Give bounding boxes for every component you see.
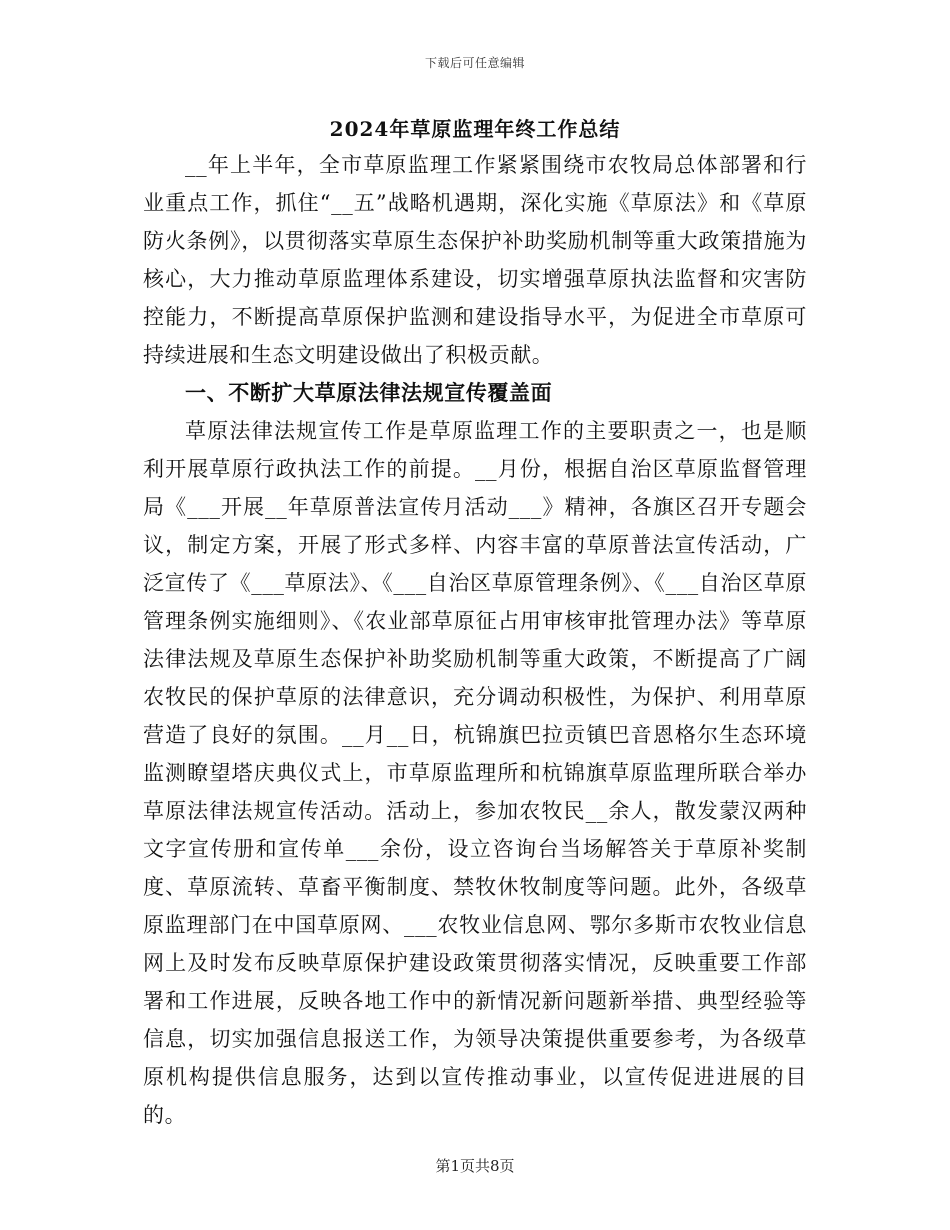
header-note: 下载后可任意编辑: [424, 56, 525, 70]
intro-paragraph: __年上半年，全市草原监理工作紧紧围绕市农牧局总体部署和行业重点工作，抓住“__五”战略机遇期，深化实施《草原法》和《草原防火条例》，以贯彻落实草原生态保护补助奖励机制等重大政策措施为核心，大力推动草原监理体系建设，切实增强草原执法监督和灾害防控能力，不断提高草原保护监测和建设指导水平，为促进全市草原可持续进展和生态文明建设做出了积极贡献。: [143, 153, 807, 367]
document-body: [143, 112, 807, 1134]
document-title: 2024年草原监理年终工作总结: [329, 117, 621, 141]
page-indicator: 第1页共8页: [435, 1157, 515, 1175]
section-1-heading: 一、不断扩大草原法律法规宣传覆盖面: [185, 380, 553, 405]
section-1-paragraph: 草原法律法规宣传工作是草原监理工作的主要职责之一，也是顺利开展草原行政执法工作的前提。__月份，根据自治区草原监督管理局《___开展__年草原普法宣传月活动___》精神，各旗区召开专题会议，制定方案，开展了形式多样、内容丰富的草原普法宣传活动，广泛宣传了《___草原法》、《___自治区草原管理条例》、《___自治区草原管理条例实施细则》、《农业部草原征占用审核审批管理办法》等草原法律法规及草原生态保护补助奖励机制等重大政策，不断提高了广阔农牧民的保护草原的法律意识，充分调动积极性，为保护、利用草原营造了良好的氛围。__月__日，杭锦旗巴拉贡镇巴音恩格尔生态环境监测瞭望塔庆典仪式上，市草原监理所和杭锦旗草原监理所联合举办草原法律法规宣传活动。活动上，参加农牧民__余人，散发蒙汉两种文字宣传册和宣传单___余份，设立咨询台当场解答关于草原补奖制度、草原流转、草畜平衡制度、禁牧休牧制度等问题。此外，各级草原监理部门在中国草原网、___农牧业信息网、鄂尔多斯市农牧业信息网上及时发布反映草原保护建设政策贯彻落实情况，反映重要工作部署和工作进展，反映各地工作中的新情况新问题新举措、典型经验等信息，切实加强信息报送工作，为领导决策提供重要参考，为各级草原机构提供信息服务，达到以宣传推动事业，以宣传促进进展的目的。: [143, 419, 807, 1127]
